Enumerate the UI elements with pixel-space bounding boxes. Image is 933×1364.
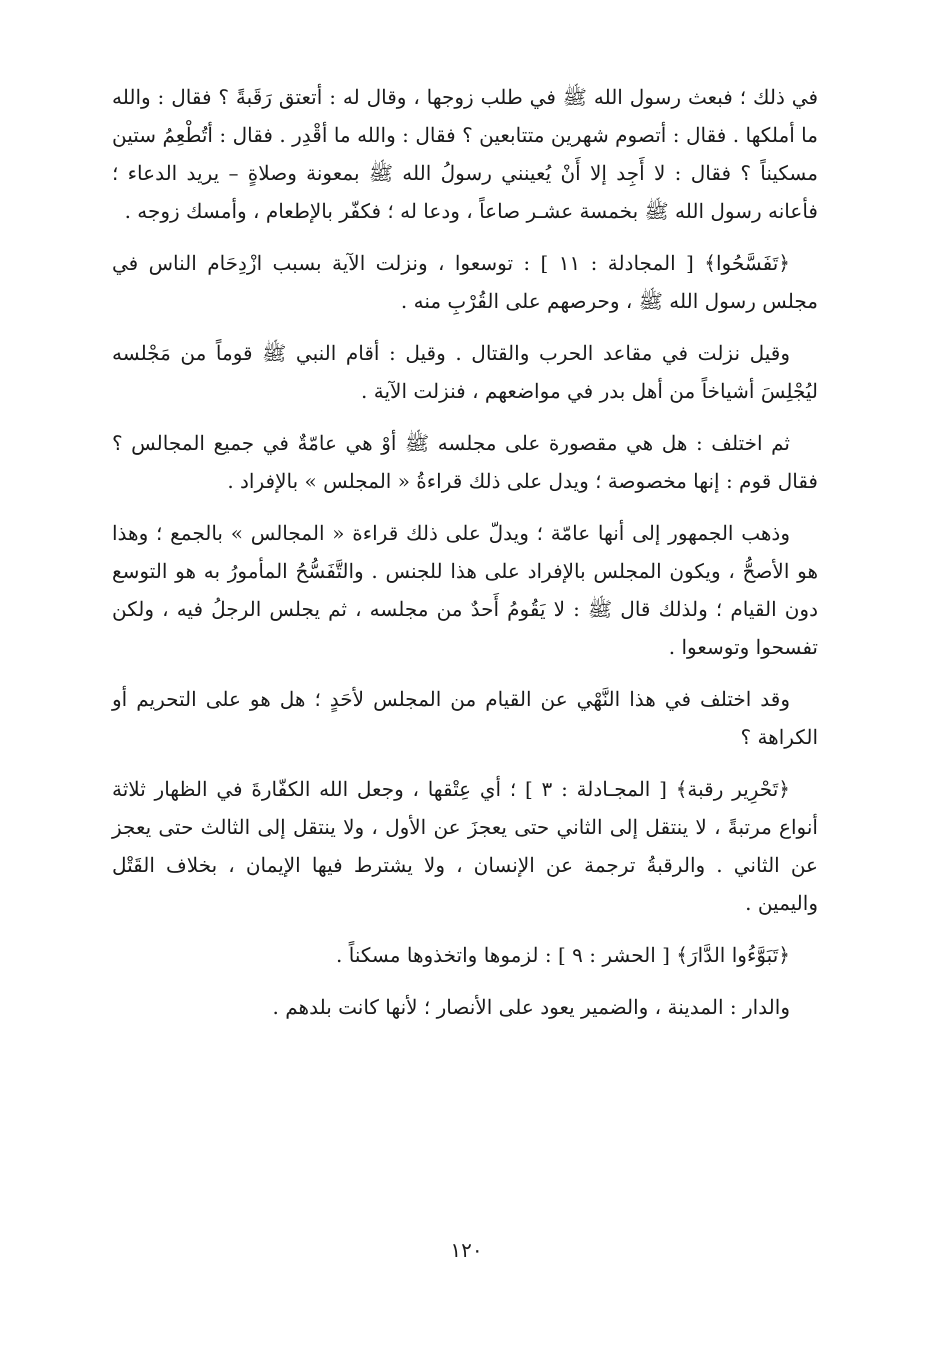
- page-number: ١٢٠: [450, 1238, 483, 1262]
- paragraph-4: ثم اختلف : هل هي مقصورة على مجلسه ﷺ أوْ هي عامّةٌ في جميع المجالس ؟ فقال قوم : إنها مخصوصة ؛ ويدل على ذلك قراءةُ « المجلس » بالإفراد .: [112, 431, 818, 493]
- paragraph-8: ﴿تَبَوَّءُوا الدَّارَ﴾ [ الحشر : ٩ ] : لزموها واتخذوها مسكناً .: [336, 943, 790, 967]
- paragraph-5: وذهب الجمهور إلى أنها عامّة ؛ ويدلّ على ذلك قراءة « المجالس » بالجمع ؛ وهذا هو الأصحُّ ، ويكون المجلس بالإفراد على هذا للجنس . والتَّفَسُّحُ المأمورُ به هو التوسع دون القيام ؛ ولذلك قال ﷺ : لا يَقُومُ أَحدٌ من مجلسه ، ثم يجلس الرجلُ فيه ، ولكن تفسحوا وتوسعوا .: [112, 521, 818, 659]
- paragraph-1: في ذلك ؛ فبعث رسول الله ﷺ في طلب زوجها ، وقال له : أتعتق رَقَبةً ؟ فقال : والله ما أملكها . فقال : أتصوم شهرين متتابعين ؟ فقال : والله ما أقْدِر . فقال : أتُطْعِمُ ستين مسكيناً ؟ فقال : لا أَجِد إلا أَنْ يُعينني رسولُ الله ﷺ بمعونة وصلاةٍ – يريد الدعاء ؛ فأعانه رسول الله ﷺ بخمسة عشـر صاعاً ، ودعا له ؛ فكفّر بالإطعام ، وأمسك زوجه .: [112, 85, 818, 223]
- paragraph-6: وقد اختلف في هذا النَّهْي عن القيام من المجلس لأحَدٍ ؛ هل هو على التحريم أو الكراهة ؟: [112, 687, 818, 749]
- page-body: [112, 78, 818, 1026]
- paragraph-2: ﴿تَفَسَّحُوا﴾ [ المجادلة : ١١ ] : توسعوا ، ونزلت الآية بسبب ازْدِحَام الناس في مجلس رسول الله ﷺ ، وحرصهم على القُرْبِ منه .: [112, 251, 818, 313]
- paragraph-7: ﴿تَحْرِير رقبة﴾ [ المجـادلة : ٣ ] ؛ أي عِتْقها ، وجعل الله الكفّارةَ في الظهار ثلاثة أنواع مرتبةً ، لا ينتقل إلى الثاني حتى يعجزَ عن الأول ، ولا ينتقل إلى الثالث حتى يعجز عن الثاني . والرقبةُ ترجمة عن الإنسان ، ولا يشترط فيها الإيمان ، بخلاف القَتْل واليمين .: [112, 777, 818, 915]
- paragraph-3: وقيل نزلت في مقاعد الحرب والقتال . وقيل : أقام النبي ﷺ قوماً من مَجْلسه ليُجْلِسَ أشياخاً من أهل بدر في مواضعهم ، فنزلت الآية .: [112, 341, 818, 403]
- paragraph-9: والدار : المدينة ، والضمير يعود على الأنصار ؛ لأنها كانت بلدهم .: [272, 995, 790, 1019]
